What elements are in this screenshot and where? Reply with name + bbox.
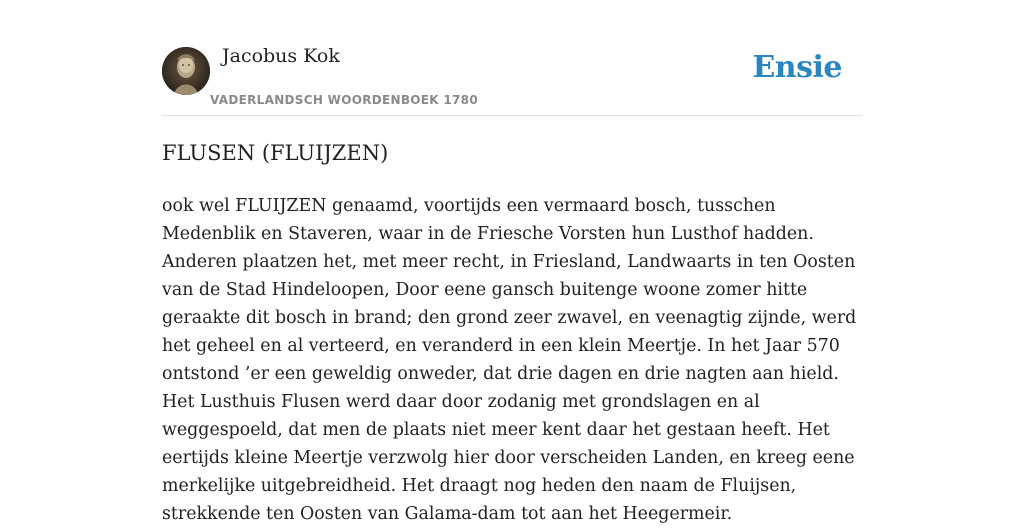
author-name[interactable]: Jacobus Kok	[222, 45, 340, 67]
entry-body: ook wel FLUIJZEN genaamd, voortijds een vermaard bosch, tusschen Medenblik en Staveren, waar in de Friesche Vorsten hun Lusthof hadden. Anderen plaatzen het, met meer recht, in Friesland, Landwaarts in ten Oosten van de Stad Hindeloopen, Door eene gansch buitenge woone zomer hitte geraakte dit bosch in brand; den grond zeer zwavel, en veenagtig zijnde, werd het geheel en al verteerd, en veranderd in een klein Meertje. In het Jaar 570 ontstond ’er een geweldig onweder, dat drie dagen en drie nagten aan hield. Het Lusthuis Flusen werd daar door zodanig met grondslagen en al weggespoeld, dat men de plaats niet meer kent daar het gestaan heeft. Het eertijds kleine Meertje verzwolg hier door verscheiden Landen, en kreeg eene merkelijke uitgebreidheid. Het draagt nog heden den naam de Fluijsen, strekkende ten Oosten van Galama-dam tot aan het Heegermeir.	[162, 196, 857, 524]
entry-title: FLUSEN (FLUIJZEN)	[162, 141, 389, 165]
portrait-image	[162, 47, 210, 95]
brand-logo[interactable]: Ensie	[752, 50, 842, 85]
entry-card	[162, 0, 862, 524]
source-label[interactable]: VADERLANDSCH WOORDENBOEK 1780	[210, 93, 478, 107]
author-avatar[interactable]	[162, 47, 210, 95]
entry-header	[162, 0, 862, 116]
